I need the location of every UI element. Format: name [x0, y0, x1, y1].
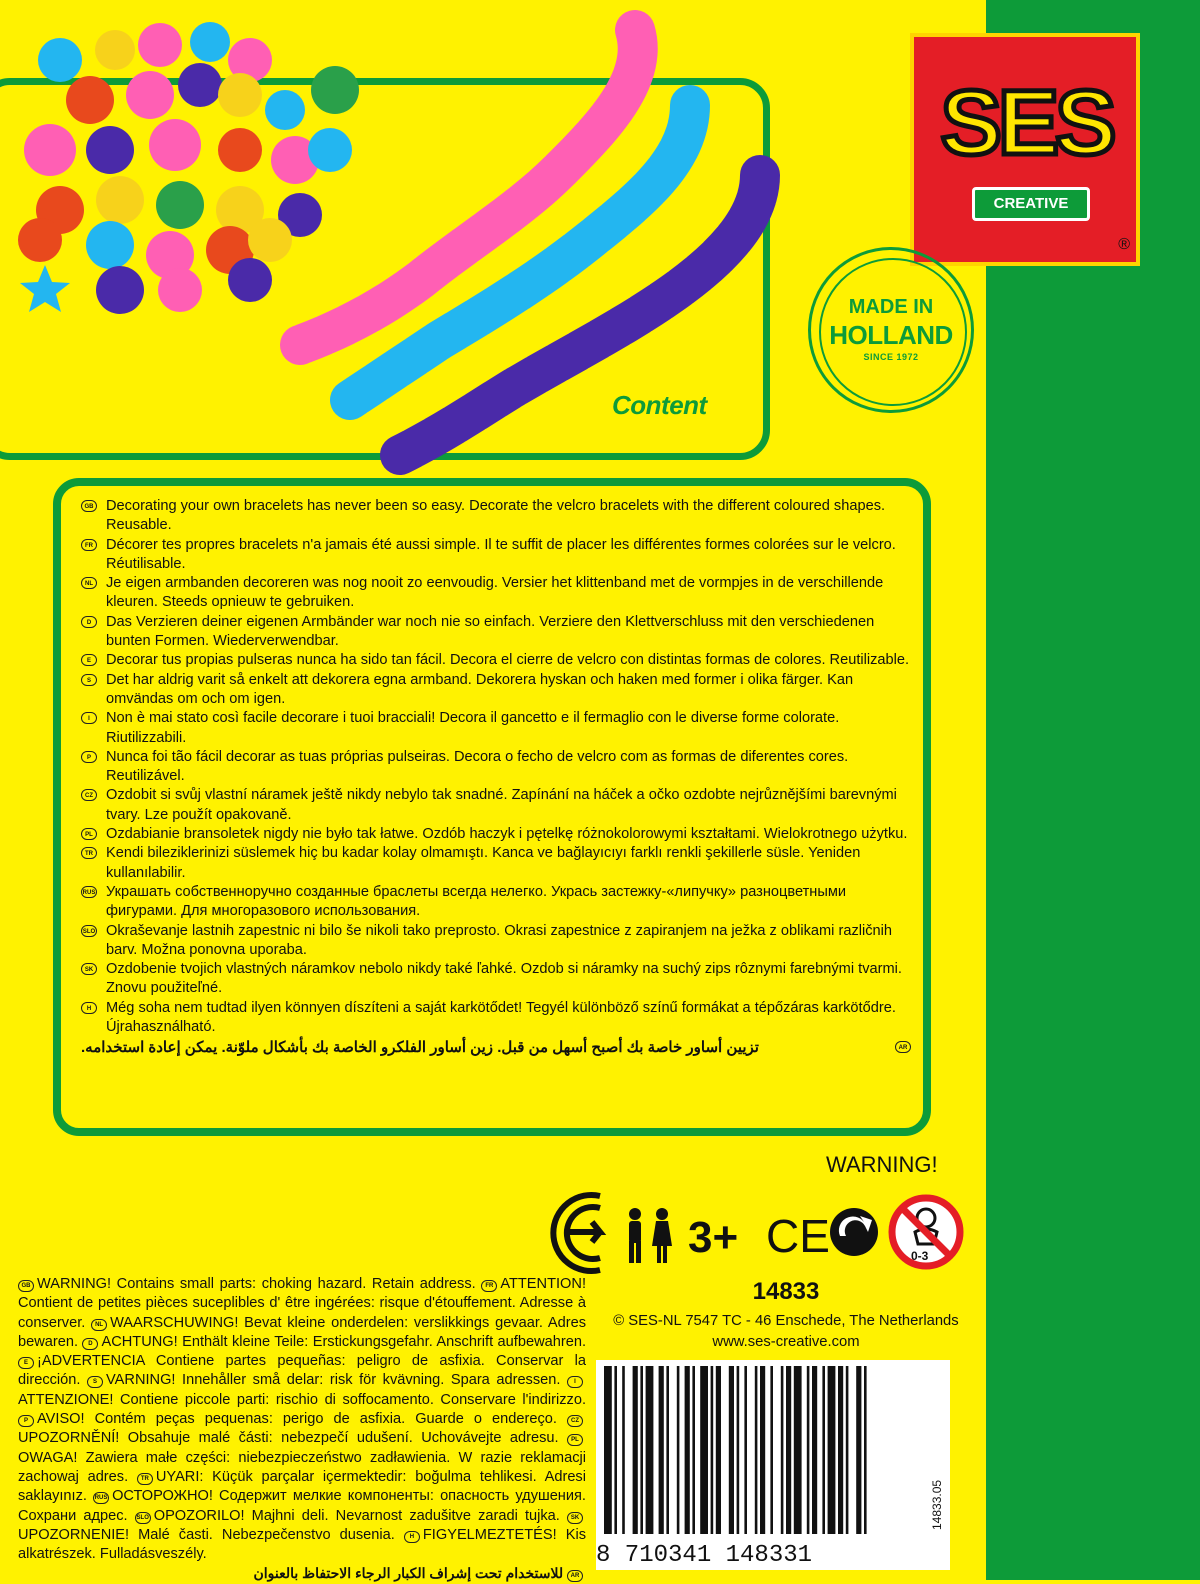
lang-badge: S	[81, 674, 97, 686]
lang-badge: D	[82, 1338, 98, 1350]
warning-text: OWAGA! Zawiera małe części: niebezpieczeństwo zadławienia. W razie reklamacji zachowaj adres.	[18, 1449, 586, 1485]
warning-text: VARNING! Innehåller små delar: risk för kvävning. Spara adressen.	[106, 1372, 561, 1389]
lang-badge: I	[81, 712, 97, 724]
lang-badge: NL	[81, 577, 97, 589]
description-text: Ozdabianie bransoletek nigdy nie było tak łatwe. Ozdób haczyk i pętelkę różnokolorowymi kształtami. Wielokrotnego użytku.	[106, 826, 908, 843]
registered-mark: ®	[1118, 236, 1130, 253]
velcro-shapes	[18, 22, 359, 314]
warning-text: ACHTUNG! Enthält kleine Teile: Erstickungsgefahr. Anschrift aufbewahren.	[101, 1333, 586, 1350]
description-text: Je eigen armbanden decoreren was nog nooit zo eenvoudig. Versier het klittenband met de vormpjes in de verschillende kleuren. Steeds opnieuw te gebruiken.	[106, 575, 884, 611]
description-sk	[81, 960, 911, 999]
description-ar	[81, 1038, 911, 1057]
barcode-bar	[755, 1366, 758, 1534]
description-h	[81, 999, 911, 1038]
lang-badge: H	[404, 1531, 420, 1543]
description-gb	[81, 497, 911, 536]
lang-badge: FR	[481, 1280, 497, 1292]
barcode-bar	[786, 1366, 791, 1534]
address-block	[596, 1311, 976, 1353]
children-icon	[629, 1208, 672, 1263]
barcode-bar	[685, 1366, 690, 1534]
lang-badge: S	[87, 1376, 103, 1388]
description-rus	[81, 883, 911, 922]
description-text: Украшать собственноручно созданные браслеты всегда нелегко. Укрась застежку-«липучку» разноцветными фигурами. Для многоразового использования.	[106, 883, 847, 920]
description-cz	[81, 786, 911, 825]
version-code: 14833.05	[930, 1479, 944, 1530]
warning-text: AVISO! Contém peças pequenas: perigo de asfixia. Guarde o endereço.	[37, 1411, 557, 1428]
article-number: 14833	[752, 1278, 820, 1305]
description-s	[81, 671, 911, 710]
description-text: Ozdobenie tvojich vlastných náramkov nebolo nikdy také ľahké. Ozdob si náramky na suchý zips rôznymi farebnými tvarmi. Znovu použiteľné.	[106, 961, 902, 997]
barcode-bar	[692, 1366, 695, 1534]
barcode-bar	[659, 1366, 664, 1534]
description-text: Décorer tes propres bracelets n'a jamais été aussi simple. Il te suffit de placer les différentes formes colorées sur le velcro. Réutilisable.	[106, 536, 896, 572]
lang-badge: RUS	[93, 1492, 109, 1504]
lang-badge: I	[567, 1376, 583, 1388]
made-in-holland-stamp	[808, 247, 974, 413]
warning-ar	[18, 1564, 586, 1583]
barcode-bar	[770, 1366, 773, 1534]
barcode-bar	[604, 1366, 612, 1534]
age-label: 3+	[688, 1213, 739, 1262]
description-text: تزيين أساور خاصة بك أصبح أسهل من قبل. زين أساور الفلكرو الخاصة بك بأشكال ملوّنة. يمكن إعادة استخدامه.	[81, 1039, 759, 1057]
lang-badge: RUS	[81, 886, 97, 898]
stamp-line1: MADE IN	[848, 296, 934, 318]
lang-badge: H	[81, 1002, 97, 1014]
barcode-bar	[812, 1366, 817, 1534]
warning-text: UPOZORNENIE! Malé časti. Nebezpečenstvo dusenia.	[18, 1526, 395, 1543]
barcode-bar	[716, 1366, 721, 1534]
lang-badge: D	[81, 616, 97, 628]
warning-heading: WARNING!	[826, 1152, 938, 1177]
description-tr	[81, 844, 911, 883]
warnings-list	[18, 1276, 586, 1562]
description-list	[81, 497, 911, 1037]
lang-badge: AR	[567, 1570, 583, 1582]
description-text: Kendi bileziklerinizi süslemek hiç bu kadar kolay olmamıştı. Kanca ve bağlayıcıyı farklı renkli şekillerle süsle. Yeniden kullanılabilir.	[106, 845, 861, 881]
lang-badge: SK	[567, 1512, 583, 1524]
description-slo	[81, 922, 911, 961]
description-text: Ozdobit si svůj vlastní náramek ještě nikdy nebylo tak snadné. Zapínání na háček a očko ozdobte nejrůznějšími barevnými tvary. Lze použít opakovaně.	[106, 787, 897, 823]
barcode-bar	[807, 1366, 810, 1534]
logo-creative-label: CREATIVE	[972, 187, 1090, 221]
barcode-bar	[838, 1366, 843, 1534]
lang-badge: P	[18, 1415, 34, 1427]
warning-text: ATTENTION! Contient de petites pièces suceplibles d' être ingérées: risque d'étouffement. Adresse à conserver.	[18, 1276, 586, 1331]
barcode-bar	[711, 1366, 714, 1534]
barcode-bar	[700, 1366, 708, 1534]
warning-text: WARNING! Contains small parts: choking hazard. Retain address.	[37, 1276, 476, 1292]
not-for-under-3-icon	[892, 1198, 960, 1266]
website: www.ses-creative.com	[712, 1334, 860, 1350]
warning-text: OPOZORILO! Majhni deli. Nevarnost zadušitve zaradi tujka.	[153, 1507, 560, 1524]
description-text: Decorar tus propias pulseras nunca ha sido tan fácil. Decora el cierre de velcro con distintas formas de colores. Reutilizable.	[106, 652, 910, 669]
barcode-bar	[828, 1366, 836, 1534]
warning-text: UPOZORNĚNÍ! Obsahuje malé části: nebezpečí udušení. Uchovávejte adresu.	[18, 1430, 559, 1447]
description-fr	[81, 536, 911, 575]
barcode-bar	[744, 1366, 747, 1534]
description-pl	[81, 825, 911, 844]
barcode-bar	[846, 1366, 849, 1534]
lang-badge: E	[81, 654, 97, 666]
prohibited-age: 0-3	[911, 1249, 929, 1263]
description-text: Das Verzieren deiner eigenen Armbänder war noch nie so einfach. Verziere den Klettverschluss mit den verschiedenen bunten Formen. Wiederverwendbar.	[106, 613, 875, 650]
description-text: Decorating your own bracelets has never been so easy. Decorate the velcro bracelets with the different coloured shapes. Reusable.	[106, 498, 886, 534]
warning-text: UYARI: Küçük parçalar içermektedir: boğulma tehlikesi. Adresi saklayınız.	[18, 1468, 586, 1505]
barcode-bar	[856, 1366, 861, 1534]
lang-badge: FR	[81, 539, 97, 551]
warning-text: FIGYELMEZTETÉS! Kis alkatrészek. Fulladásveszély.	[18, 1526, 587, 1563]
description-p	[81, 748, 911, 787]
description-i	[81, 709, 911, 748]
lang-badge: PL	[81, 828, 97, 840]
stamp-line3: SINCE 1972	[863, 352, 919, 362]
lang-badge: NL	[91, 1319, 107, 1331]
barcode-digits: 8 710341 148331	[596, 1542, 813, 1569]
description-box	[53, 478, 931, 1136]
lang-badge: PL	[567, 1434, 583, 1446]
description-nl	[81, 574, 911, 613]
warnings-block	[18, 1275, 586, 1584]
lang-badge: E	[18, 1357, 34, 1369]
barcode-bar	[677, 1366, 680, 1534]
lang-badge: CZ	[567, 1415, 583, 1427]
lang-badge: GB	[18, 1280, 34, 1292]
barcode-bar	[729, 1366, 734, 1534]
barcode-bars	[596, 1360, 950, 1540]
barcode-bar	[622, 1366, 625, 1534]
safety-icons	[530, 1174, 980, 1284]
barcode-bar	[864, 1366, 867, 1534]
barcode-bar	[646, 1366, 654, 1534]
barcode-bar	[737, 1366, 740, 1534]
description-text: Non è mai stato così facile decorare i tuoi bracciali! Decora il gancetto e il fermaglio con le diverse forme colorate. Riutilizzabili.	[106, 710, 840, 746]
blue-bracelet	[350, 105, 690, 400]
warning-text: للاستخدام تحت إشراف الكبار الرجاء الاحتفاظ بالعنوان	[253, 1565, 564, 1582]
description-text: Nunca foi tão fácil decorar as tuas próprias pulseiras. Decora o fecho de velcro com as formas de diferentes cores. Reutilizável.	[106, 748, 849, 785]
description-d	[81, 613, 911, 652]
ses-logo	[910, 33, 1140, 266]
barcode	[596, 1360, 950, 1570]
lang-badge: SLO	[81, 925, 97, 937]
stamp-line2: HOLLAND	[829, 320, 953, 350]
ce-mark: CE	[766, 1210, 830, 1262]
lang-badge: SK	[81, 963, 97, 975]
description-text: Det har aldrig varit så enkelt att dekorera egna armband. Dekorera hyskan och haken med former i olika färger. Kan omvändas om och om igen.	[106, 671, 854, 707]
barcode-bar	[633, 1366, 638, 1534]
barcode-bar	[822, 1366, 825, 1534]
lang-badge: P	[81, 751, 97, 763]
address-line: © SES-NL 7547 TC - 46 Enschede, The Netherlands	[613, 1313, 959, 1329]
barcode-bar	[640, 1366, 643, 1534]
lang-badge: CZ	[81, 789, 97, 801]
barcode-bar	[781, 1366, 784, 1534]
lang-badge: AR	[895, 1041, 911, 1053]
warning-text: ATTENZIONE! Contiene piccole parti: rischio di soffocamento. Conservare l'indirizzo.	[18, 1391, 586, 1408]
content-label: Content	[612, 390, 707, 420]
barcode-bar	[614, 1366, 617, 1534]
lang-badge: TR	[81, 847, 97, 859]
recycle-box-icon	[553, 1195, 600, 1271]
warning-text: ОСТОРОЖНО! Содержит мелкие компоненты: опасность удушения. Сохрани адрес.	[18, 1488, 586, 1524]
barcode-bar	[666, 1366, 669, 1534]
lang-badge: SLO	[135, 1512, 151, 1524]
description-text: Okraševanje lastnih zapestnic ni bilo še nikoli tako preprosto. Okrasi zapestnice z zapiranjem na ježka z oblikami različnih barv. Možna ponovna uporaba.	[106, 922, 892, 958]
warning-text: WAARSCHUWING! Bevat kleine onderdelen: verslikkings gevaar. Adres bewaren.	[18, 1314, 587, 1350]
description-e	[81, 651, 911, 670]
recycling-arrow-icon	[830, 1208, 878, 1256]
lang-badge: GB	[81, 500, 97, 512]
description-text: Még soha nem tudtad ilyen könnyen díszíteni a saját karkötődet! Tegyél különböző színű formákat a tépőzáras karkötődre. Újrahasználható.	[106, 999, 896, 1036]
barcode-bar	[794, 1366, 802, 1534]
logo-text: SES	[940, 72, 1113, 174]
warning-text: ¡ADVERTENCIA Contiene partes pequeñas: peligro de asfixia. Conservar la dirección.	[18, 1353, 586, 1389]
lang-badge: TR	[137, 1473, 153, 1485]
barcode-bar	[760, 1366, 765, 1534]
